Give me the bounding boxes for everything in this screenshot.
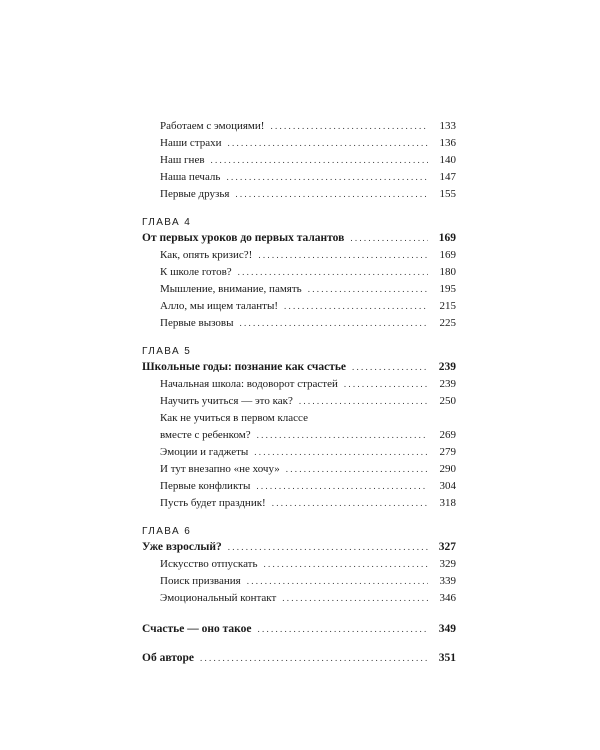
entry-title-line1: Как не учиться в первом классе	[160, 412, 308, 424]
entry-title: Эмоциональный контакт	[160, 592, 277, 604]
toc-entry[interactable]	[142, 135, 456, 152]
entry-page: 239	[438, 361, 456, 373]
entry-page: 250	[439, 395, 456, 407]
entry-title: Об авторе	[142, 652, 194, 664]
entry-page: 133	[439, 120, 456, 132]
leader-dots	[211, 152, 428, 169]
entry-title: Первые конфликты	[160, 480, 251, 492]
leader-dots	[308, 281, 428, 298]
entry-page: 329	[439, 558, 456, 570]
leader-dots	[284, 298, 428, 315]
chapter-label: ГЛАВА 5	[142, 346, 192, 357]
entry-page: 304	[439, 480, 456, 492]
toc-entry[interactable]	[142, 444, 456, 461]
toc-entry[interactable]	[142, 556, 456, 573]
entry-page: 215	[439, 300, 456, 312]
entry-title: Алло, мы ищем таланты!	[160, 300, 279, 312]
leader-dots	[272, 495, 428, 512]
leader-dots	[247, 573, 428, 590]
leader-dots	[254, 444, 428, 461]
entry-page: 269	[439, 429, 456, 441]
toc-entry[interactable]	[142, 393, 456, 410]
chapter-title-entry[interactable]	[142, 359, 456, 376]
toc-entry[interactable]	[142, 247, 456, 264]
entry-page: 349	[438, 623, 456, 635]
entry-title: К школе готов?	[160, 266, 232, 278]
entry-title: Пусть будет праздник!	[160, 497, 266, 509]
entry-page: 136	[439, 137, 456, 149]
entry-title: Мышление, внимание, память	[160, 283, 302, 295]
entry-page: 195	[439, 283, 456, 295]
leader-dots	[238, 264, 428, 281]
leader-dots	[240, 315, 429, 332]
leader-dots	[257, 621, 428, 638]
leader-dots	[299, 393, 428, 410]
leader-dots	[344, 376, 428, 393]
entry-title: Наша печаль	[160, 171, 221, 183]
leader-dots	[235, 186, 428, 203]
toc-entry[interactable]	[142, 461, 456, 478]
entry-title: От первых уроков до первых талантов	[142, 232, 345, 244]
leader-dots	[264, 556, 429, 573]
leader-dots	[350, 230, 428, 247]
final-entry[interactable]	[142, 621, 456, 638]
entry-title: Школьные годы: познание как счастье	[142, 361, 347, 373]
entry-page: 180	[439, 266, 456, 278]
final-entry[interactable]	[142, 650, 456, 667]
toc-entry[interactable]	[142, 590, 456, 607]
toc-entry[interactable]	[142, 264, 456, 281]
entry-page: 239	[439, 378, 456, 390]
leader-dots	[352, 359, 428, 376]
leader-dots	[282, 590, 428, 607]
entry-title: Наши страхи	[160, 137, 222, 149]
table-of-contents	[142, 118, 456, 667]
entry-page: 225	[439, 317, 456, 329]
leader-dots	[256, 478, 428, 495]
leader-dots	[270, 118, 428, 135]
leader-dots	[228, 539, 428, 556]
entry-title: Первые друзья	[160, 188, 230, 200]
toc-entry[interactable]	[142, 281, 456, 298]
entry-title: Научить учиться — это как?	[160, 395, 293, 407]
entry-title: Искусство отпускать	[160, 558, 258, 570]
entry-title: И тут внезапно «не хочу»	[160, 463, 280, 475]
entry-page: 346	[439, 592, 456, 604]
entry-page: 351	[438, 652, 456, 664]
entry-title: Поиск призвания	[160, 575, 241, 587]
entry-title: Эмоции и гаджеты	[160, 446, 249, 458]
entry-title: Как, опять кризис?!	[160, 249, 253, 261]
entry-page: 290	[439, 463, 456, 475]
leader-dots	[258, 247, 428, 264]
toc-entry[interactable]	[142, 152, 456, 169]
entry-page: 339	[439, 575, 456, 587]
entry-page: 155	[439, 188, 456, 200]
entry-page: 147	[439, 171, 456, 183]
entry-line2	[160, 427, 456, 444]
entry-title: Работаем с эмоциями!	[160, 120, 265, 132]
leader-dots	[226, 169, 428, 186]
toc-entry[interactable]	[142, 298, 456, 315]
entry-page: 279	[439, 446, 456, 458]
entry-title: Наш гнев	[160, 154, 205, 166]
entry-title: Начальная школа: водоворот страстей	[160, 378, 338, 390]
toc-entry-multiline[interactable]	[142, 410, 456, 444]
entry-title: Уже взрослый?	[142, 541, 222, 553]
entry-page: 140	[439, 154, 456, 166]
chapter-title-entry[interactable]	[142, 539, 456, 556]
toc-entry[interactable]	[142, 478, 456, 495]
chapter-title-entry[interactable]	[142, 230, 456, 247]
chapter-label: ГЛАВА 4	[142, 217, 192, 228]
entry-title: Счастье — оно такое	[142, 623, 252, 635]
toc-entry[interactable]	[142, 118, 456, 135]
toc-entry[interactable]	[142, 315, 456, 332]
leader-dots	[257, 427, 428, 444]
leader-dots	[228, 135, 428, 152]
toc-entry[interactable]	[142, 573, 456, 590]
toc-entry[interactable]	[142, 376, 456, 393]
toc-entry[interactable]	[142, 186, 456, 203]
entry-title: Первые вызовы	[160, 317, 234, 329]
chapter-label: ГЛАВА 6	[142, 526, 192, 537]
toc-entry[interactable]	[142, 169, 456, 186]
entry-page: 169	[438, 232, 456, 244]
leader-dots	[200, 650, 428, 667]
leader-dots	[286, 461, 428, 478]
entry-page: 169	[439, 249, 456, 261]
entry-page: 318	[439, 497, 456, 509]
entry-page: 327	[438, 541, 456, 553]
toc-entry[interactable]	[142, 495, 456, 512]
entry-title-line2: вместе с ребенком?	[160, 429, 251, 441]
